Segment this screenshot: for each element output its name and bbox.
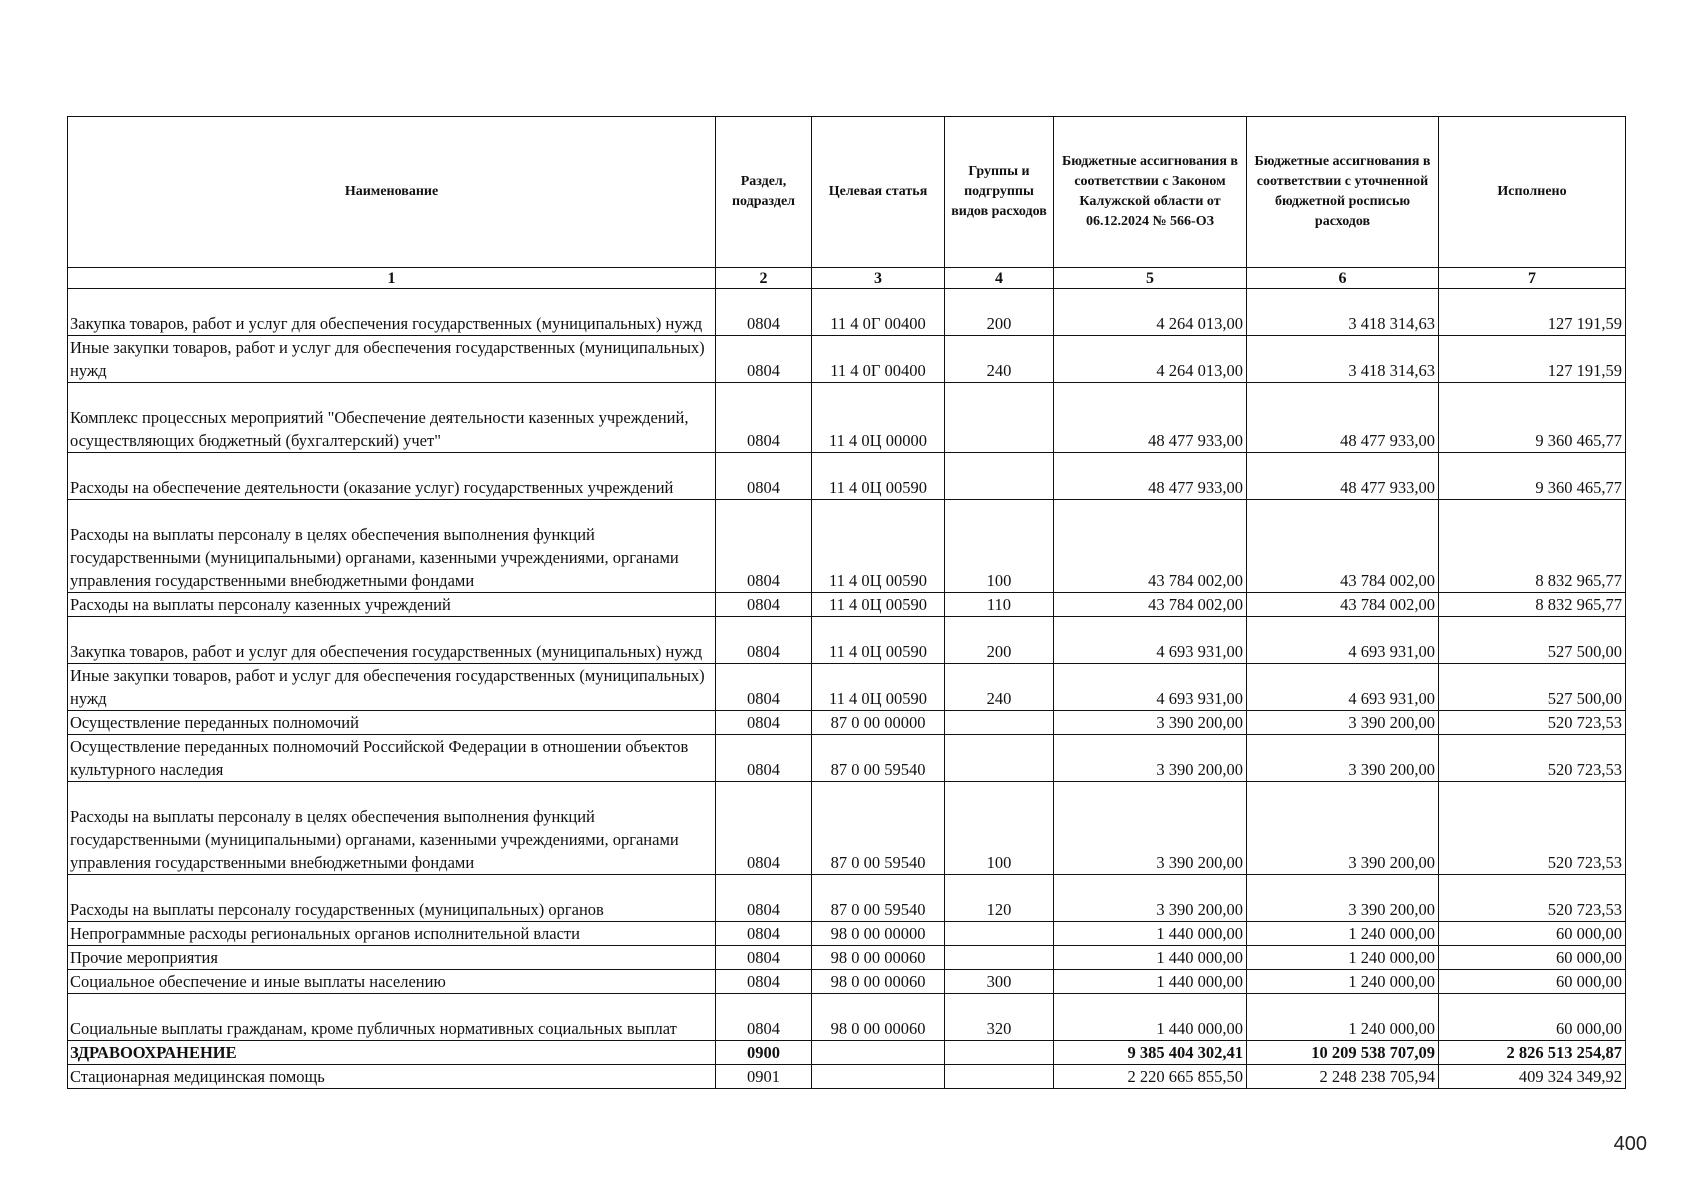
row-refined-amount: 3 390 200,00: [1247, 875, 1439, 922]
row-section-code: 0804: [716, 994, 812, 1041]
table-row: [68, 593, 1626, 617]
row-executed-amount: 520 723,53: [1439, 735, 1626, 782]
row-refined-amount: 1 240 000,00: [1247, 922, 1439, 946]
row-law-amount: 48 477 933,00: [1054, 453, 1247, 500]
row-section-code: 0804: [716, 735, 812, 782]
row-expense-group: 300: [945, 970, 1054, 994]
row-target-article: 87 0 00 59540: [812, 782, 945, 875]
row-executed-amount: 520 723,53: [1439, 711, 1626, 735]
row-law-amount: 1 440 000,00: [1054, 970, 1247, 994]
row-law-amount: 9 385 404 302,41: [1054, 1041, 1247, 1065]
row-section-code: 0901: [716, 1065, 812, 1089]
row-law-amount: 3 390 200,00: [1054, 782, 1247, 875]
row-section-code: 0900: [716, 1041, 812, 1065]
row-expense-group: [945, 711, 1054, 735]
row-law-amount: 4 693 931,00: [1054, 664, 1247, 711]
header-law-allocations: Бюджетные ассигнования в соответствии с Законом Калужской области от 06.12.2024 № 566-ОЗ: [1054, 117, 1247, 268]
row-expense-group: 200: [945, 617, 1054, 664]
row-law-amount: 4 264 013,00: [1054, 289, 1247, 336]
column-number: 1: [68, 268, 716, 289]
column-number: 3: [812, 268, 945, 289]
row-name: Расходы на выплаты персоналу в целях обеспечения выполнения функций государственными (муниципальными) органами, казенными учреждениями, органами управления государственными внебюджетными фондами: [68, 782, 716, 875]
row-refined-amount: 1 240 000,00: [1247, 970, 1439, 994]
row-executed-amount: 527 500,00: [1439, 664, 1626, 711]
row-target-article: [812, 1041, 945, 1065]
column-number: 2: [716, 268, 812, 289]
row-name: Иные закупки товаров, работ и услуг для обеспечения государственных (муниципальных) нужд: [68, 336, 716, 383]
row-name: Непрограммные расходы региональных органов исполнительной власти: [68, 922, 716, 946]
row-target-article: 11 4 0Г 00400: [812, 289, 945, 336]
table-row: [68, 922, 1626, 946]
row-law-amount: 48 477 933,00: [1054, 383, 1247, 453]
column-number-row: [68, 268, 1626, 289]
row-executed-amount: 8 832 965,77: [1439, 593, 1626, 617]
row-executed-amount: 409 324 349,92: [1439, 1065, 1626, 1089]
row-executed-amount: 520 723,53: [1439, 782, 1626, 875]
row-target-article: 98 0 00 00060: [812, 946, 945, 970]
row-executed-amount: 127 191,59: [1439, 289, 1626, 336]
row-section-code: 0804: [716, 782, 812, 875]
row-expense-group: 200: [945, 289, 1054, 336]
table-row: [68, 664, 1626, 711]
row-section-code: 0804: [716, 875, 812, 922]
row-target-article: 11 4 0Ц 00590: [812, 593, 945, 617]
row-refined-amount: 4 693 931,00: [1247, 617, 1439, 664]
row-law-amount: 43 784 002,00: [1054, 593, 1247, 617]
table-row: [68, 970, 1626, 994]
row-target-article: 87 0 00 00000: [812, 711, 945, 735]
row-section-code: 0804: [716, 336, 812, 383]
table-row: [68, 1041, 1626, 1065]
row-expense-group: 240: [945, 336, 1054, 383]
row-refined-amount: 1 240 000,00: [1247, 994, 1439, 1041]
row-refined-amount: 48 477 933,00: [1247, 453, 1439, 500]
row-expense-group: 240: [945, 664, 1054, 711]
row-executed-amount: 520 723,53: [1439, 875, 1626, 922]
row-section-code: 0804: [716, 946, 812, 970]
row-refined-amount: 3 390 200,00: [1247, 711, 1439, 735]
row-law-amount: 43 784 002,00: [1054, 500, 1247, 593]
row-name: Расходы на выплаты персоналу государственных (муниципальных) органов: [68, 875, 716, 922]
row-expense-group: 110: [945, 593, 1054, 617]
table-row: [68, 617, 1626, 664]
row-name: ЗДРАВООХРАНЕНИЕ: [68, 1041, 716, 1065]
row-name: Закупка товаров, работ и услуг для обеспечения государственных (муниципальных) нужд: [68, 289, 716, 336]
row-executed-amount: 2 826 513 254,87: [1439, 1041, 1626, 1065]
row-section-code: 0804: [716, 970, 812, 994]
budget-table: [67, 116, 1626, 1089]
table-body: [68, 289, 1626, 1089]
row-expense-group: [945, 383, 1054, 453]
row-section-code: 0804: [716, 453, 812, 500]
table-row: [68, 946, 1626, 970]
row-target-article: 11 4 0Ц 00590: [812, 453, 945, 500]
header-name: Наименование: [68, 117, 716, 268]
row-section-code: 0804: [716, 664, 812, 711]
row-law-amount: 3 390 200,00: [1054, 875, 1247, 922]
row-name: Осуществление переданных полномочий Российской Федерации в отношении объектов культурного наследия: [68, 735, 716, 782]
row-name: Социальные выплаты гражданам, кроме публичных нормативных социальных выплат: [68, 994, 716, 1041]
row-section-code: 0804: [716, 922, 812, 946]
column-number: 5: [1054, 268, 1247, 289]
row-target-article: 11 4 0Ц 00590: [812, 500, 945, 593]
row-expense-group: 120: [945, 875, 1054, 922]
row-section-code: 0804: [716, 711, 812, 735]
row-name: Иные закупки товаров, работ и услуг для обеспечения государственных (муниципальных) нужд: [68, 664, 716, 711]
row-target-article: 87 0 00 59540: [812, 875, 945, 922]
row-refined-amount: 43 784 002,00: [1247, 593, 1439, 617]
row-name: Социальное обеспечение и иные выплаты населению: [68, 970, 716, 994]
row-law-amount: 1 440 000,00: [1054, 946, 1247, 970]
row-executed-amount: 9 360 465,77: [1439, 383, 1626, 453]
row-law-amount: 3 390 200,00: [1054, 711, 1247, 735]
row-refined-amount: 3 390 200,00: [1247, 782, 1439, 875]
row-executed-amount: 60 000,00: [1439, 970, 1626, 994]
row-name: Стационарная медицинская помощь: [68, 1065, 716, 1089]
row-refined-amount: 2 248 238 705,94: [1247, 1065, 1439, 1089]
column-number: 6: [1247, 268, 1439, 289]
row-name: Расходы на выплаты персоналу в целях обеспечения выполнения функций государственными (муниципальными) органами, казенными учреждениями, органами управления государственными внебюджетными фондами: [68, 500, 716, 593]
table-row: [68, 336, 1626, 383]
row-expense-group: [945, 1041, 1054, 1065]
row-law-amount: 4 264 013,00: [1054, 336, 1247, 383]
row-name: Расходы на обеспечение деятельности (оказание услуг) государственных учреждений: [68, 453, 716, 500]
row-refined-amount: 3 390 200,00: [1247, 735, 1439, 782]
table-row: [68, 782, 1626, 875]
row-refined-amount: 43 784 002,00: [1247, 500, 1439, 593]
column-number: 4: [945, 268, 1054, 289]
row-executed-amount: 527 500,00: [1439, 617, 1626, 664]
row-law-amount: 2 220 665 855,50: [1054, 1065, 1247, 1089]
table-row: [68, 1065, 1626, 1089]
row-executed-amount: 9 360 465,77: [1439, 453, 1626, 500]
row-section-code: 0804: [716, 289, 812, 336]
row-section-code: 0804: [716, 383, 812, 453]
row-expense-group: [945, 1065, 1054, 1089]
row-section-code: 0804: [716, 617, 812, 664]
header-row: [68, 117, 1626, 268]
row-refined-amount: 1 240 000,00: [1247, 946, 1439, 970]
row-expense-group: [945, 922, 1054, 946]
row-target-article: 11 4 0Ц 00000: [812, 383, 945, 453]
row-expense-group: [945, 453, 1054, 500]
row-executed-amount: 60 000,00: [1439, 994, 1626, 1041]
row-expense-group: 320: [945, 994, 1054, 1041]
row-target-article: 11 4 0Ц 00590: [812, 664, 945, 711]
table-row: [68, 875, 1626, 922]
header-expense-group: Группы и подгруппы видов расходов: [945, 117, 1054, 268]
row-expense-group: [945, 735, 1054, 782]
row-target-article: 98 0 00 00060: [812, 994, 945, 1041]
row-refined-amount: 3 418 314,63: [1247, 336, 1439, 383]
row-section-code: 0804: [716, 593, 812, 617]
header-target-article: Целевая статья: [812, 117, 945, 268]
row-law-amount: 1 440 000,00: [1054, 922, 1247, 946]
table-row: [68, 500, 1626, 593]
row-expense-group: 100: [945, 782, 1054, 875]
table-row: [68, 735, 1626, 782]
row-refined-amount: 3 418 314,63: [1247, 289, 1439, 336]
table-row: [68, 453, 1626, 500]
table-row: [68, 383, 1626, 453]
table-row: [68, 994, 1626, 1041]
row-law-amount: 1 440 000,00: [1054, 994, 1247, 1041]
row-name: Закупка товаров, работ и услуг для обеспечения государственных (муниципальных) нужд: [68, 617, 716, 664]
row-expense-group: 100: [945, 500, 1054, 593]
header-executed: Исполнено: [1439, 117, 1626, 268]
row-refined-amount: 10 209 538 707,09: [1247, 1041, 1439, 1065]
row-name: Осуществление переданных полномочий: [68, 711, 716, 735]
row-target-article: 98 0 00 00000: [812, 922, 945, 946]
column-number: 7: [1439, 268, 1626, 289]
row-expense-group: [945, 946, 1054, 970]
row-name: Комплекс процессных мероприятий "Обеспечение деятельности казенных учреждений, осуществляющих бюджетный (бухгалтерский) учет": [68, 383, 716, 453]
header-refined-allocations: Бюджетные ассигнования в соответствии с уточненной бюджетной росписью расходов: [1247, 117, 1439, 268]
row-target-article: 98 0 00 00060: [812, 970, 945, 994]
row-target-article: 11 4 0Ц 00590: [812, 617, 945, 664]
table-row: [68, 711, 1626, 735]
table-row: [68, 289, 1626, 336]
row-executed-amount: 8 832 965,77: [1439, 500, 1626, 593]
row-executed-amount: 60 000,00: [1439, 922, 1626, 946]
row-executed-amount: 60 000,00: [1439, 946, 1626, 970]
row-law-amount: 3 390 200,00: [1054, 735, 1247, 782]
row-executed-amount: 127 191,59: [1439, 336, 1626, 383]
row-law-amount: 4 693 931,00: [1054, 617, 1247, 664]
row-section-code: 0804: [716, 500, 812, 593]
row-name: Расходы на выплаты персоналу казенных учреждений: [68, 593, 716, 617]
row-target-article: 87 0 00 59540: [812, 735, 945, 782]
row-refined-amount: 48 477 933,00: [1247, 383, 1439, 453]
row-target-article: 11 4 0Г 00400: [812, 336, 945, 383]
row-name: Прочие мероприятия: [68, 946, 716, 970]
page-number: 400: [1613, 1133, 1647, 1155]
header-section: Раздел, подраздел: [716, 117, 812, 268]
row-refined-amount: 4 693 931,00: [1247, 664, 1439, 711]
row-target-article: [812, 1065, 945, 1089]
